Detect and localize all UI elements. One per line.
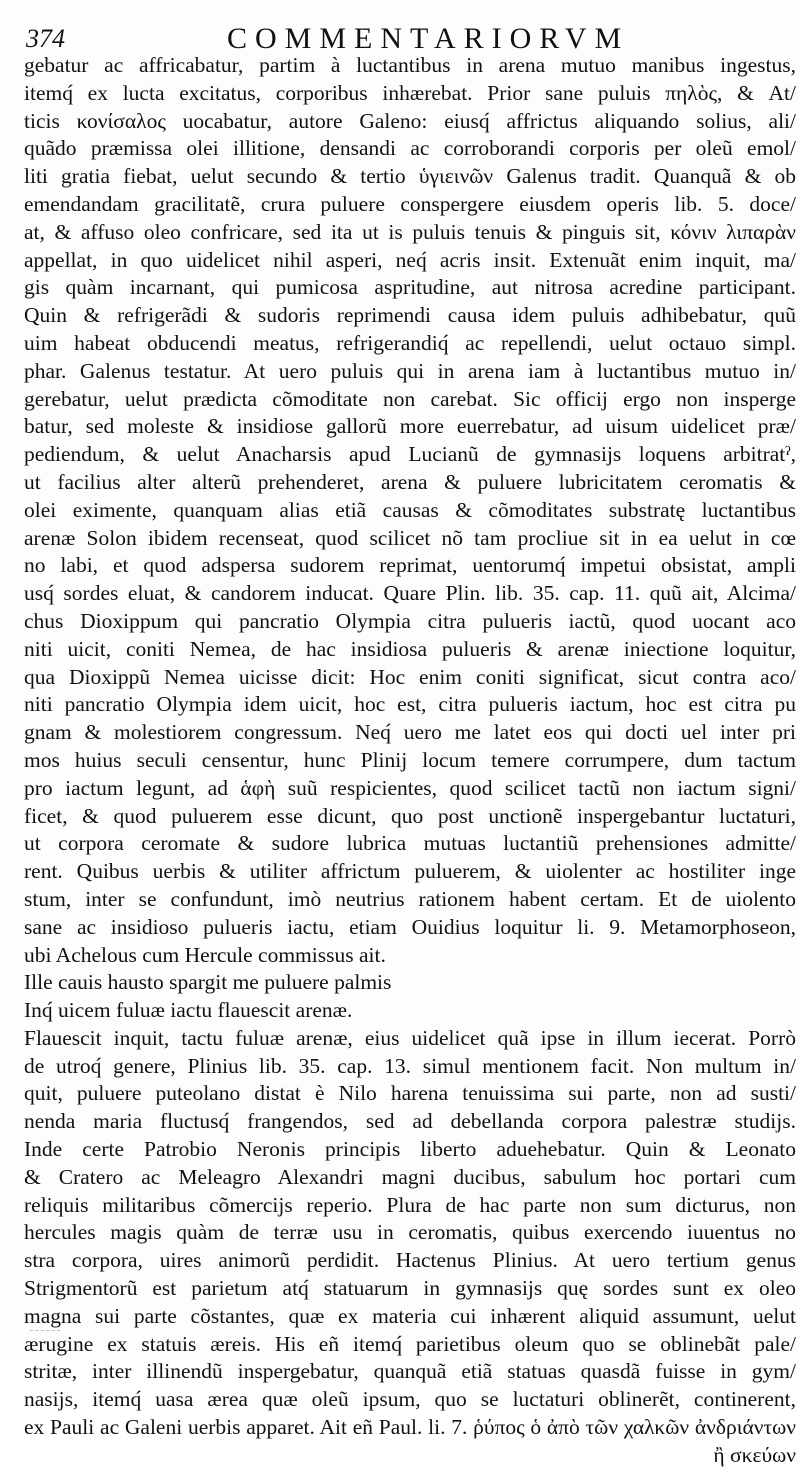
- text-line: ficet, & quod puluerem esse dicunt, quo post unctionẽ inspergebantur luctaturi,: [24, 803, 796, 828]
- text-line: ut facilius alter alterũ prehenderet, arena & puluere lubricitatem ceromatis &: [24, 469, 796, 494]
- text-line: nasijs, itemq́ uasa ærea quæ oleũ ipsum, quo se luctaturi oblinerẽt, continerent,: [24, 1387, 796, 1412]
- text-line: qua Dioxippũ Nemea uicisse dicit: Hoc enim coniti significat, sicut contra aco/: [24, 664, 796, 689]
- text-line: reliquis militaribus cõmercijs reperio. Plura de hac parte non sum dicturus, non: [24, 1192, 796, 1217]
- page-header: [22, 14, 786, 54]
- text-line: batur, sed moleste & insidiose gallorũ more euerrebatur, ad uisum uidelicet præ/: [24, 414, 796, 439]
- text-line: gnam & molestiorem congressum. Neq́ uero me latet eos qui docti uel inter pri: [24, 720, 796, 745]
- text-line: niti pancratio Olympia idem uicit, hoc est, citra pulueris iactum, hoc est citra pu: [24, 692, 796, 717]
- text-line: ærugine ex statuis æreis. His eñ itemq́ parietibus oleum quo se oblinebãt pale/: [24, 1331, 796, 1356]
- page-number: 374: [26, 24, 65, 53]
- text-line: usq́ sordes eluat, & candorem inducat. Quare Plin. lib. 35. cap. 11. quũ ait, Alcima/: [24, 581, 796, 606]
- text-line: Flauescit inquit, tactu fuluæ arenæ, eius uidelicet quã ipse in illum iecerat. Porrò: [24, 1025, 796, 1050]
- text-line: de utroq́ genere, Plinius lib. 35. cap. 13. simul mentionem facit. Non multum in/: [24, 1053, 796, 1078]
- text-line: Inde certe Patrobio Neronis principis liberto aduehebatur. Quin & Leonato: [24, 1137, 796, 1162]
- text-line: appellat, in quo uidelicet nihil asperi, neq́ acris insit. Extenuãt enim inquit, ma/: [24, 247, 796, 272]
- text-line: pro iactum legunt, ad ἁφὴ suũ respicientes, quod scilicet tactũ non iactum signi/: [24, 775, 796, 800]
- text-line: Strigmentorũ est parietum atq́ statuarum in gymnasijs quę sordes sunt ex oleo: [24, 1276, 796, 1301]
- body-text: [24, 52, 796, 1470]
- text-line: sane ac insidioso pulueris iactu, etiam Ouidius loquitur li. 9. Metamorphoseon,: [24, 914, 796, 939]
- running-head: COMMENTARIORVM: [227, 22, 630, 55]
- text-line: ex Pauli ac Galeni uerbis apparet. Ait eñ Paul. li. 7. ῥύπος ὁ ἀπὸ τῶν χαλκῶν ἀνδριάντων: [24, 1415, 796, 1440]
- text-line: liti gratia fiebat, uelut secundo & tertio ὑγιεινῶν Galenus tradit. Quanquã & ob: [24, 164, 796, 189]
- text-line: quit, puluere puteolano distat è Nilo harena tenuissima sui parte, non ad susti/: [24, 1081, 796, 1106]
- text-line: gerebatur, uelut prædicta cõmoditate non carebat. Sic officij ergo non insperge: [24, 386, 796, 411]
- text-line: magna sui parte cõstantes, quæ ex materia cui inhærent aliquid assumunt, uelut: [24, 1303, 796, 1328]
- text-line: ut corpora ceromate & sudore lubrica mutuas luctantiũ prehensiones admitte/: [24, 831, 796, 856]
- text-line: uim habeat obducendi meatus, refrigerandiq́ ac repellendi, uelut octauo simpl.: [24, 330, 796, 355]
- text-line: rent. Quibus uerbis & utiliter affrictum puluerem, & uiolenter ac hostiliter inge: [24, 859, 796, 884]
- text-line: olei eximente, quanquam alias etiã causas & cõmoditates substratę luctantibus: [24, 497, 796, 522]
- text-line: stritæ, inter illinendũ inspergebatur, quanquã etiã statuas quasdã fuisse in gym/: [24, 1359, 796, 1384]
- verse-line: Ille cauis hausto spargit me puluere palmis: [24, 970, 392, 995]
- text-line: emendandam gracilitatẽ, crura puluere conspergere eiusdem operis lib. 5. doce/: [24, 191, 796, 216]
- text-line: stum, inter se confundunt, imò neutrius rationem habent certam. Et de uiolento: [24, 886, 796, 911]
- text-line: Quin & refrigerãdi & sudoris reprimendi causa idem puluis adhibebatur, quũ: [24, 303, 796, 328]
- text-line: arenæ Solon ibidem recenseat, quod scilicet nõ tam procliue sit in ea uelut in cœ: [24, 525, 796, 550]
- page-footer-mark: [30, 1330, 60, 1339]
- text-line: itemq́ ex lucta excitatus, corporibus inhærebat. Prior sane puluis πηλὸς, & At/: [24, 80, 796, 105]
- text-line: hercules magis quàm de terræ usu in ceromatis, quibus exercendo iuuentus no: [24, 1220, 796, 1245]
- text-line: phar. Galenus testatur. At uero puluis qui in arena iam à luctantibus mutuo in/: [24, 358, 796, 383]
- text-line: quãdo præmissa olei illitione, densandi ac corroborandi corporis per oleũ emol/: [24, 136, 796, 161]
- text-line: stra corpora, uires animorũ perdidit. Hactenus Plinius. At uero tertium genus: [24, 1248, 796, 1273]
- text-line: ticis κονίσαλος uocabatur, autore Galeno: eiusq́ affrictus aliquando solius, ali/: [24, 108, 796, 133]
- text-line: gis quàm incarnant, qui pumicosa aspritudine, aut nitrosa acredine participant.: [24, 275, 796, 300]
- text-line: pediendum, & uelut Anacharsis apud Lucianũ de gymnasijs loquens arbitratˀ,: [24, 442, 796, 467]
- catchword-line: ἢ σκεύων: [713, 1442, 796, 1467]
- text-line: mos huius seculi censentur, hunc Plinij locum temere corrumpere, dum tactum: [24, 747, 796, 772]
- text-line: chus Dioxippum qui pancratio Olympia citra pulueris iactũ, quod uocant aco: [24, 608, 796, 633]
- text-line: niti uicit, coniti Nemea, de hac insidiosa pulueris & arenæ iniectione loquitur,: [24, 636, 796, 661]
- verse-line: Inq́ uicem fuluæ iactu flauescit arenæ.: [24, 998, 353, 1023]
- text-line: gebatur ac affricabatur, partim à luctantibus in arena mutuo manibus ingestus,: [24, 53, 796, 77]
- text-line: ubi Achelous cum Hercule commissus ait.: [24, 942, 386, 967]
- text-line: nenda maria fluctusq́ frangendos, sed ad debellanda corpora palestræ studijs.: [24, 1109, 796, 1134]
- text-line: no labi, et quod adspersa sudorem reprimat, uentorumq́ impetui obsistat, ampli: [24, 553, 796, 578]
- text-line: & Cratero ac Meleagro Alexandri magni ducibus, sabulum hoc portari cum: [24, 1164, 796, 1189]
- text-line: at, & affuso oleo confricare, sed ita ut is puluis tenuis & pinguis sit, κόνιν λιπαρὰν: [24, 219, 796, 244]
